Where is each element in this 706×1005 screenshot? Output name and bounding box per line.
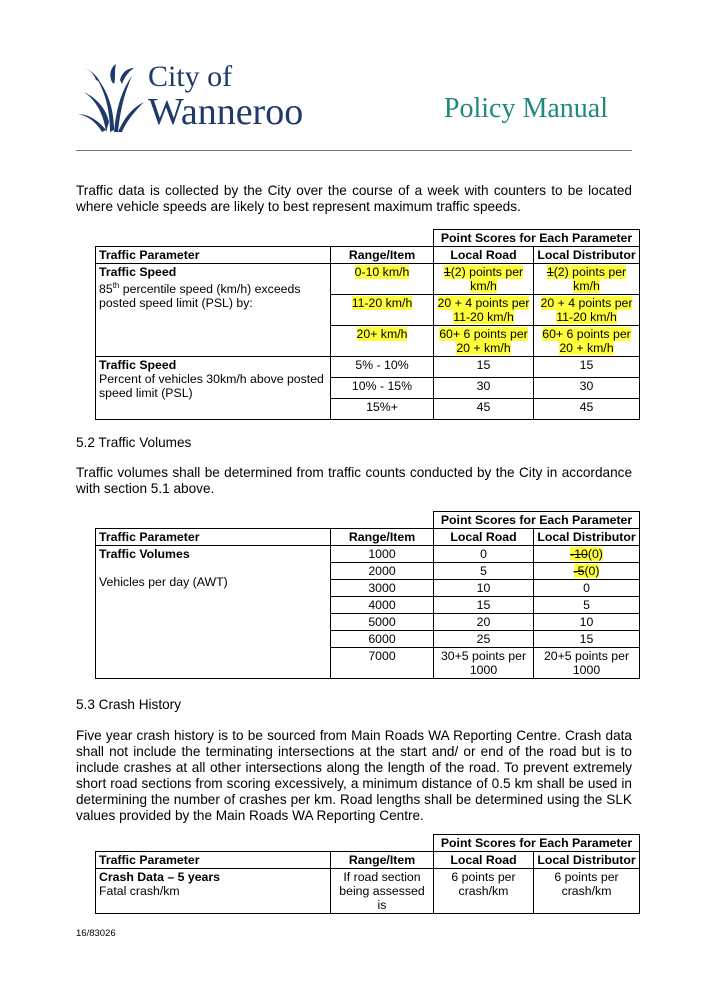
distributor-score: 15 — [534, 631, 640, 648]
table-group-header: Point Scores for Each Parameter — [434, 835, 640, 852]
range-value: 15%+ — [331, 399, 434, 420]
distributor-score: (2) points per km/h — [553, 265, 627, 293]
range-value: 5000 — [331, 614, 434, 631]
range-value: If road section being assessed is — [331, 869, 434, 914]
crash-history-table — [95, 834, 640, 914]
col-header-range: Range/Item — [331, 247, 434, 264]
range-value: 6000 — [331, 631, 434, 648]
local-score: 20 — [434, 614, 534, 631]
param-desc: Percent of vehicles 30km/h above posted speed limit (PSL) — [99, 372, 324, 400]
local-score: 5 — [434, 563, 534, 580]
param-cell — [96, 869, 331, 914]
distributor-score: 20 + 4 points per 11-20 km/h — [540, 296, 633, 324]
param-cell — [96, 357, 331, 420]
col-header-local: Local Road — [434, 247, 534, 264]
col-header-param: Traffic Parameter — [96, 852, 331, 869]
col-header-distributor: Local Distributor — [534, 529, 640, 546]
distributor-score: 0 — [534, 580, 640, 597]
table-group-header: Point Scores for Each Parameter — [434, 230, 640, 247]
local-score: 0 — [434, 546, 534, 563]
col-header-local: Local Road — [434, 529, 534, 546]
col-header-param: Traffic Parameter — [96, 247, 331, 264]
distributor-score: 6 points per crash/km — [534, 869, 640, 914]
section-5-3-paragraph: Five year crash history is to be sourced from Main Roads WA Reporting Centre. Crash data shall not include the terminating intersections at the start and/ or end of the road but is to include crashes at all other intersections along the length of the road. To prevent extremely short road sections from scoring excessively, a minimum distance of 0.5 km shall be used in determining the number of crashes per km. Road lengths shall be determined using the SLK values provided by the Main Roads WA Reporting Centre. — [76, 728, 632, 823]
table-group-header: Point Scores for Each Parameter — [434, 512, 640, 529]
distributor-score: 60+ 6 points per 20 + km/h — [542, 327, 631, 355]
col-header-range: Range/Item — [331, 852, 434, 869]
local-score: 15 — [434, 357, 534, 378]
local-score: 15 — [434, 597, 534, 614]
local-score: 60+ 6 points per 20 + km/h — [439, 327, 528, 355]
table-row: Traffic Volumes Vehicles per day (AWT) 1000 0 -10(0) — [96, 546, 640, 563]
traffic-volume-table — [95, 511, 640, 679]
range-value: 20+ km/h — [356, 327, 408, 341]
col-header-param: Traffic Parameter — [96, 529, 331, 546]
range-value: 11-20 km/h — [351, 296, 413, 310]
table-row: 2000 5 -5(0) — [96, 563, 640, 580]
section-5-2-heading: 5.2 Traffic Volumes — [76, 435, 192, 450]
range-value: 10% - 15% — [331, 378, 434, 399]
col-header-range: Range/Item — [331, 529, 434, 546]
range-value: 5% - 10% — [331, 357, 434, 378]
logo-text-city-of: City of — [148, 60, 233, 93]
col-header-distributor: Local Distributor — [534, 247, 640, 264]
param-desc: Vehicles per day (AWT) — [99, 575, 228, 589]
param-desc: 85th percentile speed (km/h) exceeds posted speed limit (PSL) by: — [99, 281, 301, 311]
param-title: Traffic Speed — [99, 265, 177, 279]
range-value: 1000 — [331, 546, 434, 563]
local-score: 30 — [434, 378, 534, 399]
param-title: Traffic Speed — [99, 358, 177, 372]
local-score: 45 — [434, 399, 534, 420]
distributor-score: 30 — [534, 378, 640, 399]
param-title: Crash Data – 5 years — [99, 870, 220, 884]
document-reference: 16/83026 — [76, 928, 116, 939]
distributor-score: 20+5 points per 1000 — [534, 648, 640, 679]
col-header-local: Local Road — [434, 852, 534, 869]
table-row — [96, 357, 640, 378]
range-value: 0-10 km/h — [354, 265, 410, 279]
range-value: 3000 — [331, 580, 434, 597]
param-title: Traffic Volumes — [99, 547, 190, 561]
distributor-score: 15 — [534, 357, 640, 378]
distributor-score: 10 — [534, 614, 640, 631]
param-cell — [96, 264, 331, 357]
range-value: 4000 — [331, 597, 434, 614]
distributor-score: (0) — [587, 547, 603, 561]
local-score: 20 + 4 points per 11-20 km/h — [437, 296, 530, 324]
distributor-score: 5 — [534, 597, 640, 614]
local-score: 6 points per crash/km — [434, 869, 534, 914]
range-value: 7000 — [331, 648, 434, 679]
section-5-3-heading: 5.3 Crash History — [76, 697, 182, 712]
local-score: 10 — [434, 580, 534, 597]
distributor-score: 45 — [534, 399, 640, 420]
header-divider — [76, 150, 632, 151]
range-value: 2000 — [331, 563, 434, 580]
logo-text-wanneroo: Wanneroo — [148, 91, 304, 133]
traffic-speed-table — [95, 229, 640, 420]
local-score: 25 — [434, 631, 534, 648]
param-desc: Fatal crash/km — [99, 884, 180, 898]
local-score: (2) points per km/h — [450, 265, 524, 293]
intro-paragraph: Traffic data is collected by the City over the course of a week with counters to be located where vehicle speeds are likely to best represent maximum traffic speeds. — [76, 183, 632, 214]
policy-manual-title: Policy Manual — [443, 93, 608, 124]
section-5-2-paragraph: Traffic volumes shall be determined from traffic counts conducted by the City in accordance with section 5.1 above. — [76, 465, 632, 496]
table-row: Traffic Speed 85th percentile speed (km/h) exceeds posted speed limit (PSL) by: 0-10 km/h 1(2) points per km/h 1(2) points per km/h — [96, 264, 640, 295]
local-score: 30+5 points per 1000 — [434, 648, 534, 679]
distributor-score: (0) — [584, 564, 600, 578]
table-row — [96, 869, 640, 914]
col-header-distributor: Local Distributor — [534, 852, 640, 869]
param-cell — [96, 546, 331, 679]
